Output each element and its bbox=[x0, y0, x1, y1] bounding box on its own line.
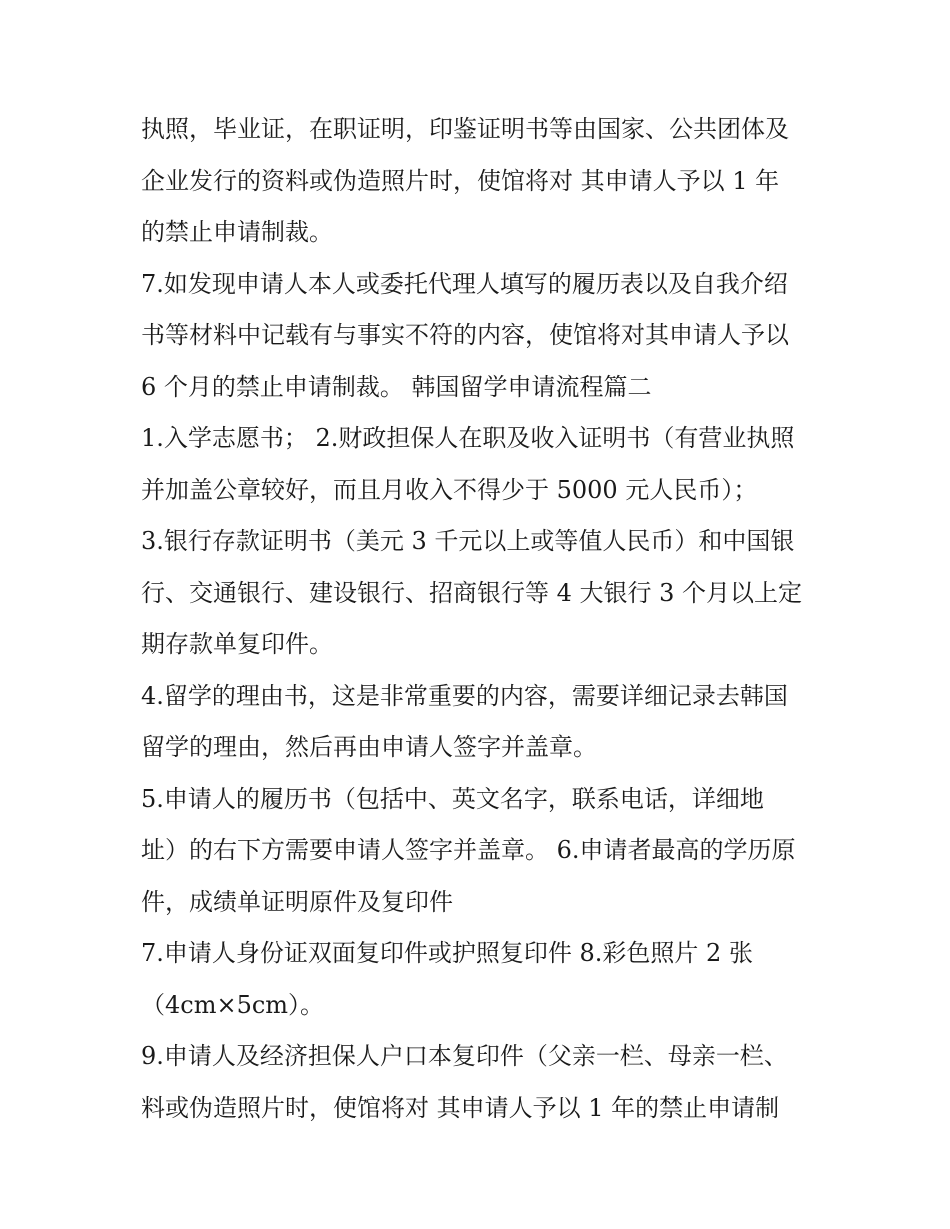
text-line: 1.入学志愿书； 2.财政担保人在职及收入证明书（有营业执照 bbox=[141, 424, 795, 452]
text-line: （4cm×5cm）。 bbox=[141, 990, 325, 1019]
text-line: 期存款单复印件。 bbox=[141, 630, 333, 658]
text-line: 留学的理由，然后再由申请人签字并盖章。 bbox=[141, 733, 597, 761]
text-line: 企业发行的资料或伪造照片时，使馆将对 其申请人予以 1 年 bbox=[141, 166, 780, 195]
text-line: 址）的右下方需要申请人签字并盖章。 6.申请者最高的学历原 bbox=[141, 836, 796, 864]
text-line: 4.留学的理由书，这是非常重要的内容，需要详细记录去韩国 bbox=[141, 681, 788, 710]
text-line: 3.银行存款证明书（美元 3 千元以上或等值人民币）和中国银 bbox=[141, 527, 795, 555]
text-line: 5.申请人的履历书（包括中、英文名字，联系电话，详细地 bbox=[141, 784, 764, 813]
text-line: 书等材料中记载有与事实不符的内容，使馆将对其申请人予以 bbox=[141, 321, 789, 349]
text-line: 的禁止申请制裁。 bbox=[141, 218, 333, 246]
text-line: 并加盖公章较好，而且月收入不得少于 5000 元人民币）； bbox=[141, 475, 758, 504]
document-body bbox=[141, 104, 821, 1134]
text-line: 7.申请人身份证双面复印件或护照复印件 8.彩色照片 2 张 bbox=[141, 939, 753, 967]
text-line: 行、交通银行、建设银行、招商银行等 4 大银行 3 个月以上定 bbox=[141, 578, 803, 607]
text-line: 9.申请人及经济担保人户口本复印件（父亲一栏、母亲一栏、 bbox=[141, 1042, 788, 1070]
text-line: 6 个月的禁止申请制裁。 韩国留学申请流程篇二 bbox=[141, 372, 652, 401]
text-line: 执照，毕业证，在职证明，印鉴证明书等由国家、公共团体及 bbox=[141, 115, 789, 143]
text-line: 7.如发现申请人本人或委托代理人填写的履历表以及自我介绍 bbox=[141, 269, 788, 298]
text-line: 件，成绩单证明原件及复印件 bbox=[141, 887, 453, 916]
text-line: 料或伪造照片时，使馆将对 其申请人予以 1 年的禁止申请制 bbox=[141, 1093, 780, 1122]
